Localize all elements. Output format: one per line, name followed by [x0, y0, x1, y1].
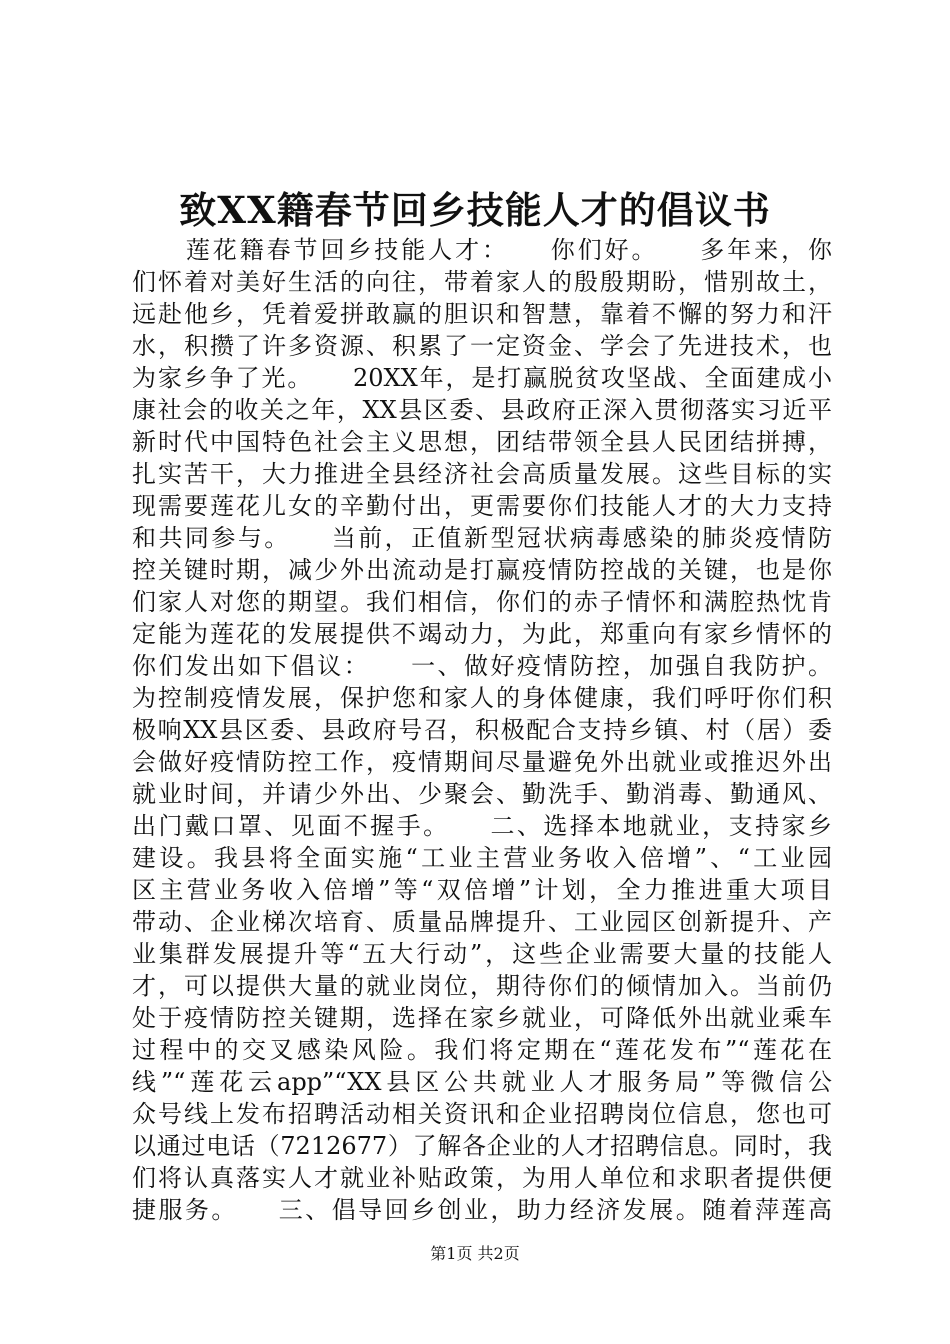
body-line: 水，积攒了许多资源、积累了一定资金、学会了先进技术，也	[132, 332, 832, 360]
body-line: 以通过电话（7212677）了解各企业的人才招聘信息。同时，我	[132, 1132, 832, 1160]
body-line: 扎实苦干，大力推进全县经济社会高质量发展。这些目标的实	[132, 460, 832, 488]
body-line: 众号线上发布招聘活动相关资讯和企业招聘岗位信息，您也可	[132, 1100, 832, 1128]
body-line: 区主营业务收入倍增”等“双倍增”计划，全力推进重大项目	[132, 876, 832, 904]
body-line: 捷服务。 三、倡导回乡创业，助力经济发展。随着萍莲高	[132, 1196, 832, 1224]
body-line: 康社会的收关之年，XX县区委、县政府正深入贯彻落实习近平	[132, 396, 832, 424]
body-line: 极响XX县区委、县政府号召，积极配合支持乡镇、村（居）委	[132, 716, 832, 744]
body-line: 们家人对您的期望。我们相信，你们的赤子情怀和满腔热忱肯	[132, 588, 832, 616]
body-line: 才，可以提供大量的就业岗位，期待你们的倾情加入。当前仍	[132, 972, 832, 1000]
body-line: 们将认真落实人才就业补贴政策，为用人单位和求职者提供便	[132, 1164, 832, 1192]
body-line: 远赴他乡，凭着爱拼敢赢的胆识和智慧，靠着不懈的努力和汗	[132, 300, 832, 328]
document-body	[132, 234, 832, 1226]
body-line: 控关键时期，减少外出流动是打赢疫情防控战的关键，也是你	[132, 556, 832, 584]
body-line: 为家乡争了光。 20XX年，是打赢脱贫攻坚战、全面建成小	[132, 364, 832, 392]
body-line: 会做好疫情防控工作，疫情期间尽量避免外出就业或推迟外出	[132, 748, 832, 776]
body-line: 线”“莲花云app”“XX县区公共就业人才服务局”等微信公	[132, 1068, 832, 1096]
body-line: 就业时间，并请少外出、少聚会、勤洗手、勤消毒、勤通风、	[132, 780, 832, 808]
body-line: 过程中的交叉感染风险。我们将定期在“莲花发布”“莲花在	[132, 1036, 832, 1064]
body-line: 出门戴口罩、见面不握手。 二、选择本地就业，支持家乡	[132, 812, 832, 840]
body-line: 业集群发展提升等“五大行动”，这些企业需要大量的技能人	[132, 940, 832, 968]
body-line: 新时代中国特色社会主义思想，团结带领全县人民团结拼搏，	[132, 428, 832, 456]
body-line: 定能为莲花的发展提供不竭动力，为此，郑重向有家乡情怀的	[132, 620, 832, 648]
body-line: 带动、企业梯次培育、质量品牌提升、工业园区创新提升、产	[132, 908, 832, 936]
page-footer: 第1页 共2页	[430, 1244, 520, 1263]
body-line: 你们发出如下倡议： 一、做好疫情防控，加强自我防护。	[132, 652, 832, 680]
body-line: 莲花籍春节回乡技能人才： 你们好。 多年来，你	[132, 236, 832, 264]
body-line: 现需要莲花儿女的辛勤付出，更需要你们技能人才的大力支持	[132, 492, 832, 520]
body-line: 处于疫情防控关键期，选择在家乡就业，可降低外出就业乘车	[132, 1004, 832, 1032]
body-line: 为控制疫情发展，保护您和家人的身体健康，我们呼吁你们积	[132, 684, 832, 712]
body-line: 建设。我县将全面实施“工业主营业务收入倍增”、“工业园	[132, 844, 832, 872]
document-title: 致XX籍春节回乡技能人才的倡议书	[179, 188, 771, 232]
body-line: 们怀着对美好生活的向往，带着家人的殷殷期盼，惜别故土，	[132, 268, 832, 296]
body-line: 和共同参与。 当前，正值新型冠状病毒感染的肺炎疫情防	[132, 524, 832, 552]
